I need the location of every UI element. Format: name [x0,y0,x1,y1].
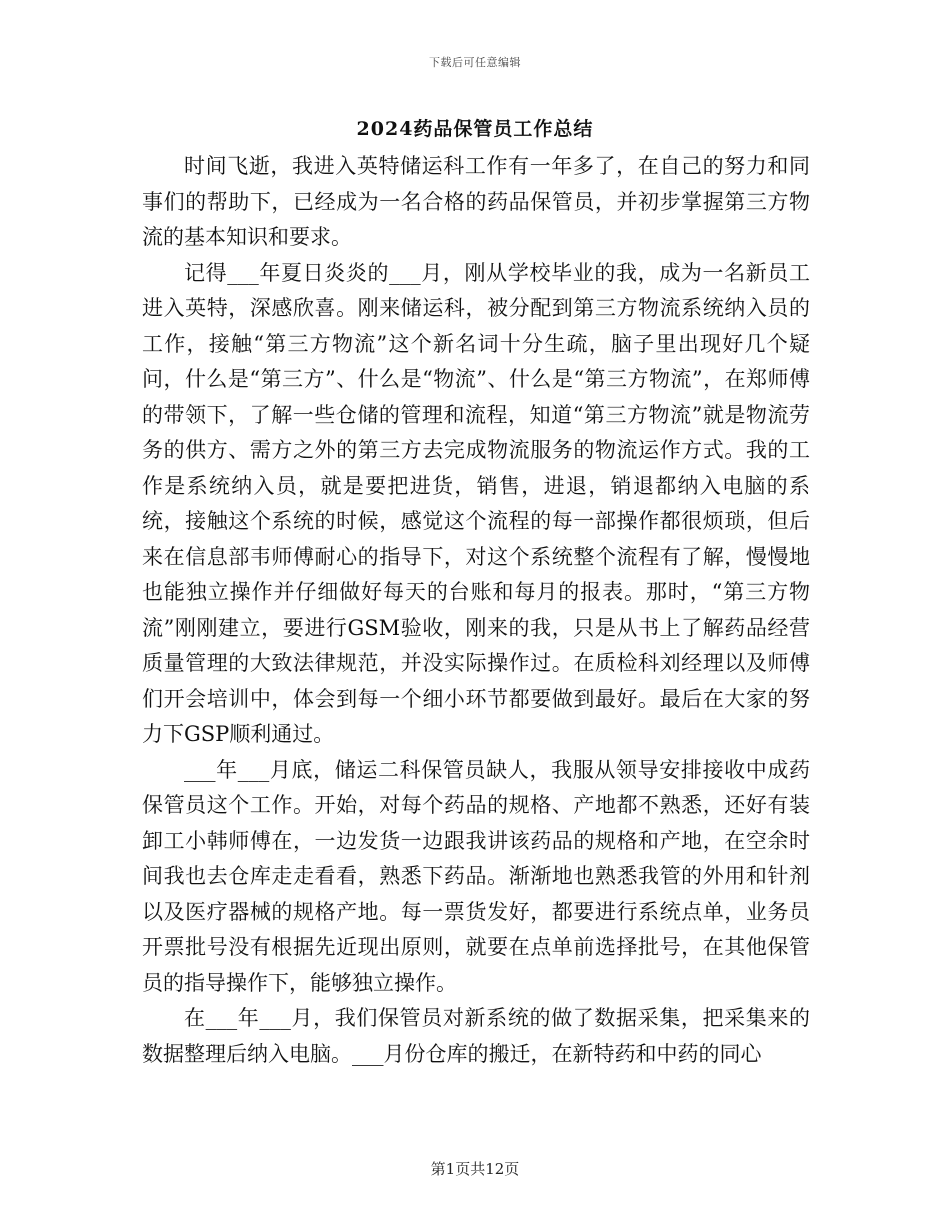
page-header-note: 下载后可任意编辑 [429,56,521,69]
page-number: 第1页共12页 [430,1160,520,1178]
paragraph-3: ___年___月底，储运二科保管员缺人，我服从领导安排接收中成药保管员这个工作。开始，对每个药品的规格、产地都不熟悉，还好有装卸工小韩师傅在，一边发货一边跟我讲该药品的规格和产地，在空余时间我也去仓库走走看看，熟悉下药品。渐渐地也熟悉我管的外用和针剂以及医疗器械的规格产地。每一票货发好，都要进行系统点单，业务员开票批号没有根据先近现出原则，就要在点单前选择批号，在其他保管员的指导操作下，能够独立操作。 [142,757,810,995]
paragraph-2: 记得___年夏日炎炎的___月，刚从学校毕业的我，成为一名新员工进入英特，深感欣喜。刚来储运科，被分配到第三方物流系统纳入员的工作，接触“第三方物流”这个新名词十分生疏，脑子里出现好几个疑问，什么是“第三方”、什么是“物流”、什么是“第三方物流”，在郑师傅的带领下，了解一些仓储的管理和流程，知道“第三方物流”就是物流劳务的供方、需方之外的第三方去完成物流服务的物流运作方式。我的工作是系统纳入员，就是要把进货，销售，进退，销退都纳入电脑的系统，接触这个系统的时候，感觉这个流程的每一部操作都很烦琐，但后来在信息部韦师傅耐心的指导下，对这个系统整个流程有了解，慢慢地也能独立操作并仔细做好每天的台账和每月的报表。那时，“第三方物流”刚刚建立，要进行GSM验收，刚来的我，只是从书上了解药品经营质量管理的大致法律规范，并没实际操作过。在质检科刘经理以及师傅们开会培训中，体会到每一个细小环节都要做到最好。最后在大家的努力下GSP顺利通过。 [142,260,810,746]
paragraph-1: 时间飞逝，我进入英特储运科工作有一年多了，在自己的努力和同事们的帮助下，已经成为一名合格的药品保管员，并初步掌握第三方物流的基本知识和要求。 [142,154,810,249]
document-title: 2024药品保管员工作总结 [356,118,594,140]
document-body [142,149,810,1072]
paragraph-4: 在___年___月，我们保管员对新系统的做了数据采集，把采集来的数据整理后纳入电脑。___月份仓库的搬迁，在新特药和中药的同心 [142,1006,810,1066]
